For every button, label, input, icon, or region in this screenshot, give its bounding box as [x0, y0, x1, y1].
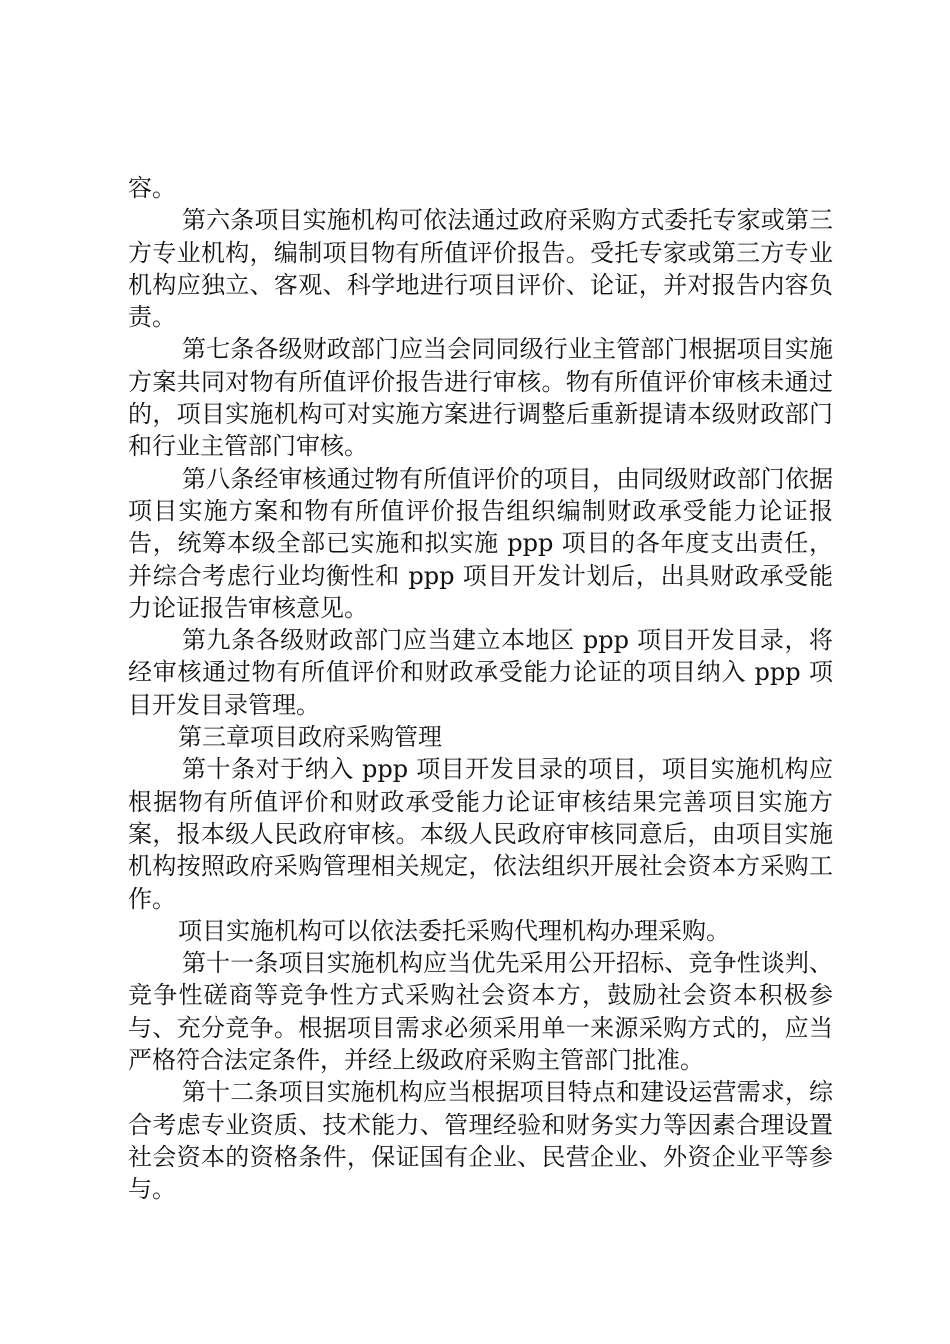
paragraph-article-11: 第十一条项目实施机构应当优先采用公开招标、竞争性谈判、竞争性磋商等竞争性方式采购社会资本方，鼓励社会资本积极参与、充分竞争。根据项目需求必须采用单一来源采购方式的，应当严格符合法定条件，并经上级政府采购主管部门批准。 [128, 949, 833, 1075]
paragraph-article-9: 第九条各级财政部门应当建立本地区 ppp 项目开发目录，将经审核通过物有所值评价和财政承受能力论证的项目纳入 ppp 项目开发目录管理。 [128, 626, 833, 719]
paragraph-article-8: 第八条经审核通过物有所值评价的项目，由同级财政部门依据项目实施方案和物有所值评价报告组织编制财政承受能力论证报告，统筹本级全部已实施和拟实施 ppp 项目的各年度支出责任，并综合考虑行业均衡性和 ppp 项目开发计划后，出具财政承受能力论证报告审核意见。 [128, 464, 833, 622]
paragraph-article-6: 第六条项目实施机构可依法通过政府采购方式委托专家或第三方专业机构，编制项目物有所值评价报告。受托专家或第三方专业机构应独立、客观、科学地进行项目评价、论证，并对报告内容负责。 [128, 206, 833, 332]
paragraph-article-7: 第七条各级财政部门应当会同同级行业主管部门根据项目实施方案共同对物有所值评价报告进行审核。物有所值评价审核未通过的，项目实施机构可对实施方案进行调整后重新提请本级财政部门和行业主管部门审核。 [128, 335, 833, 461]
paragraph-agency-note: 项目实施机构可以依法委托采购代理机构办理采购。 [178, 916, 730, 945]
document-body [128, 172, 833, 1206]
paragraph-article-10: 第十条对于纳入 ppp 项目开发目录的项目，项目实施机构应根据物有所值评价和财政承受能力论证审核结果完善项目实施方案，报本级人民政府审核。本级人民政府审核同意后，由项目实施机构按照政府采购管理相关规定，依法组织开展社会资本方采购工作。 [128, 755, 833, 913]
paragraph-article-12: 第十二条项目实施机构应当根据项目特点和建设运营需求，综合考虑专业资质、技术能力、管理经验和财务实力等因素合理设置社会资本的资格条件，保证国有企业、民营企业、外资企业平等参与。 [128, 1078, 833, 1204]
chapter-heading-3: 第三章项目政府采购管理 [178, 723, 442, 752]
paragraph-continuation: 容。 [128, 174, 176, 202]
